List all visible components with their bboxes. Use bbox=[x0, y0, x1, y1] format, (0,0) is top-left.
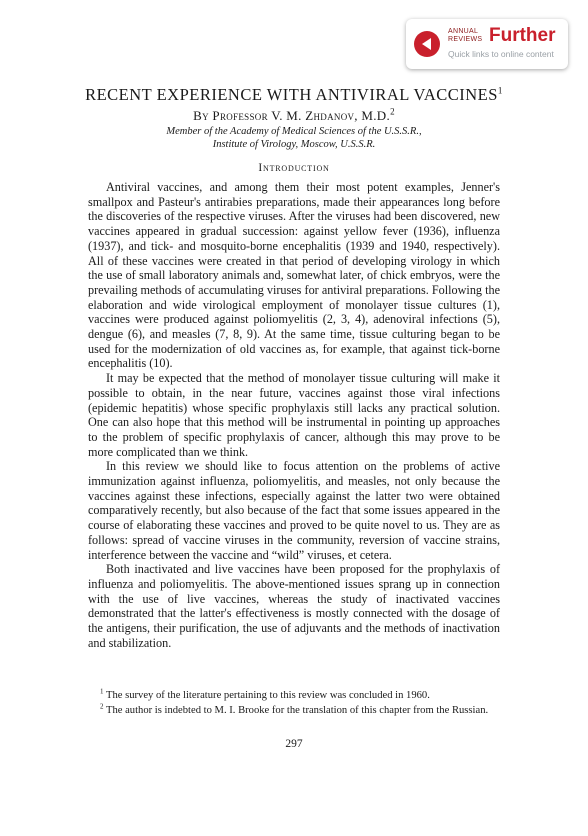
footnote-text: The author is indebted to M. I. Brooke for the translation of this chapter from the Russian. bbox=[105, 704, 489, 716]
affiliation-line-1: Member of the Academy of Medical Sciences of the U.S.S.R., bbox=[166, 126, 422, 137]
footnote bbox=[88, 701, 500, 718]
page-number: 297 bbox=[285, 738, 303, 750]
footnote bbox=[88, 689, 500, 703]
footnotes bbox=[88, 689, 500, 718]
author-byline bbox=[0, 108, 588, 124]
annual-reviews-logo-icon bbox=[414, 31, 440, 57]
body-paragraph: Antiviral vaccines, and among them their most potent examples, Jenner's smallpox and Pasteur's antirabies preparations, made their appearances long before the discoveries of the respective viruses. After the viruses had been discovered, new vaccines appeared in gradual succession: against yellow fever (1936), influenza (1937), and tick- and mosquito-borne encephalitis (1939 and 1940, respectively). All of these vaccines were created in that period of developing virology in which the use of small laboratory animals and, somewhat later, of chick embryos, were the prevailing methods of accumulating viruses for antiviral preparations. Following the elaboration and wide virological employment of monolayer tissue cultures (1), vaccines were produced against poliomyelitis (2, 3, 4), adenoviral infections (5), dengue (6), and measles (7, 8, 9). At the same time, tissue culturing began to be used for the modernization of old vaccines as, for example, that against tick-borne encephalitis (10). bbox=[88, 180, 500, 371]
body-paragraph: In this review we should like to focus attention on the problems of active immunization against influenza, poliomyelitis, and measles, not only because the vaccines against these infections, especially against the latter two were obtained comparatively recently, but also because of the fact that some issues appeared in the course of elaborating these vaccines and proved to be quite novel to us. They are as follows: spread of vaccine viruses in the community, reversion of vaccine strains, interference between the vaccine and “wild” viruses, et cetera. bbox=[88, 459, 500, 562]
footnote-text: The survey of the literature pertaining to this review was concluded in 1960. bbox=[105, 690, 430, 701]
title-footnote-mark: 1 bbox=[497, 85, 503, 96]
body-paragraph: Both inactivated and live vaccines have been proposed for the prophylaxis of influenza and poliomyelitis. The above-mentioned issues sprang up in connection with the use of live vaccines, whereas the study of inactivated vaccines demonstrated that the latter's effectiveness is mostly connected with the dosage of the antigens, their purification, the use of adjuvants and the methods of inactivation and stabilization. bbox=[88, 562, 500, 650]
article-title bbox=[0, 85, 588, 105]
article-body bbox=[88, 180, 500, 651]
banner-publisher: ANNUAL REVIEWS bbox=[448, 28, 483, 43]
byline-footnote-mark: 2 bbox=[390, 106, 395, 117]
affiliation-line-2: Institute of Virology, Moscow, U.S.S.R. bbox=[212, 139, 376, 150]
footnote-mark: 1 bbox=[100, 687, 104, 696]
banner-tagline: Quick links to online content bbox=[448, 49, 554, 59]
banner-brand: Further bbox=[489, 25, 556, 46]
annual-reviews-further-banner[interactable] bbox=[406, 19, 568, 69]
banner-texts bbox=[448, 26, 560, 62]
section-heading: Introduction bbox=[258, 162, 330, 174]
article-title-text: RECENT EXPERIENCE WITH ANTIVIRAL VACCINES bbox=[85, 85, 498, 104]
body-paragraph: It may be expected that the method of monolayer tissue culturing will make it possible to obtain, in the near future, vaccines against those viral infections (epidemic hepatitis) whose specific prophylaxis still lacks any practical solution. One can also hope that this method will be instrumental in pointing up approaches to the problem of specific prophylaxis of cancer, although this may prove to be more complicated than we think. bbox=[88, 371, 500, 459]
author-byline-text: By Professor V. M. Zhdanov, M.D. bbox=[193, 108, 391, 123]
footnote-mark: 2 bbox=[100, 701, 104, 710]
author-affiliation bbox=[0, 125, 588, 151]
